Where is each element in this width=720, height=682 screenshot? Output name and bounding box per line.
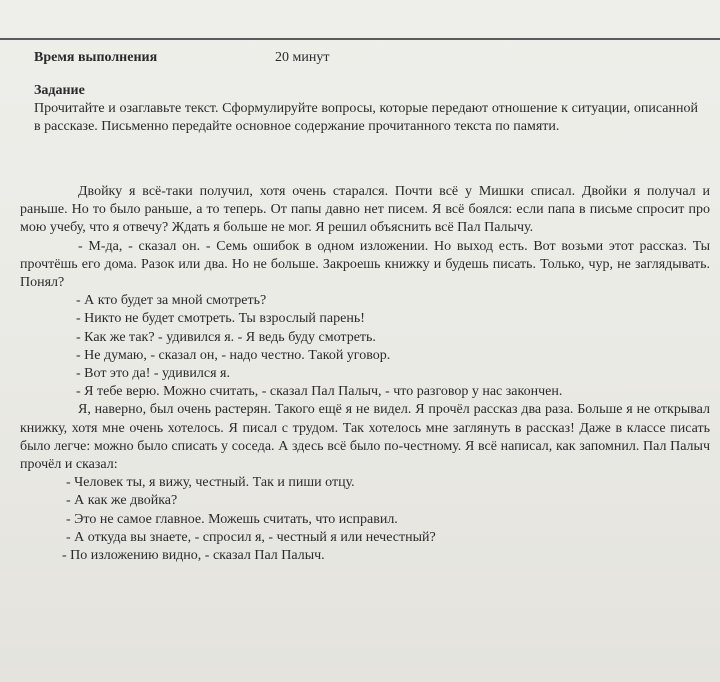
story-paragraph: - М-да, - сказал он. - Семь ошибок в одном изложении. Но выход есть. Вот возьми этот рассказ. Ты прочтёшь его дома. Разок или два. Но не больше. Закроешь книжку и будешь писать. Только, чур, не заглядывать. Понял? (20, 238, 710, 291)
dialogue-line: - Вот это да! - удивился я. (76, 366, 230, 382)
dialogue-line: - Как же так? - удивился я. - Я ведь буду смотреть. (76, 329, 376, 345)
dialogue-line: - По изложению видно, - сказал Пал Палыч. (62, 548, 325, 564)
time-label: Время выполнения (34, 50, 158, 65)
time-value: 20 минут (275, 50, 330, 65)
task-block (34, 82, 698, 136)
story-paragraph: Я, наверно, был очень растерян. Такого ещё я не видел. Я прочёл рассказ два раза. Больше я не открывал книжку, хотя мне очень хотелось. Я писал с трудом. Так хотелось мне заглянуть в рассказ! Даже в классе писать было легче: можно было списать у соседа. А здесь всё было по-честному. Я всё написал, как запомнил. Пал Палыч прочёл и сказал: (20, 402, 710, 473)
task-title: Задание (34, 83, 85, 98)
dialogue-line: - Не думаю, - сказал он, - надо честно. Такой уговор. (76, 347, 391, 363)
task-text: Прочитайте и озаглавьте текст. Сформулируйте вопросы, которые передают отношение к ситуации, описанной в рассказе. Письменно передайте основное содержание прочитанного текста по памяти. (34, 101, 698, 134)
dialogue-line: - Человек ты, я вижу, честный. Так и пиши отцу. (66, 475, 355, 491)
dialogue-line: - Я тебе верю. Можно считать, - сказал Пал Палыч, - что разговор у нас закончен. (76, 384, 563, 400)
story-paragraph: Двойку я всё-таки получил, хотя очень старался. Почти всё у Мишки списал. Двойки я получал и раньше. Но то было раньше, а то теперь. От папы давно нет писем. Я всё боялся: если папа в письме спросит про мою учебу, что я отвечу? Ждать я больше не мог. Я решил объяснить всё Пал Палычу. (20, 184, 710, 236)
dialogue-line: - Никто не будет смотреть. Ты взрослый парень! (76, 311, 365, 327)
dialogue-line: - А кто будет за мной смотреть? (76, 293, 267, 309)
dialogue-line: - А как же двойка? (66, 493, 178, 509)
story-text (20, 183, 710, 565)
dialogue-line: - Это не самое главное. Можешь считать, что исправил. (66, 511, 398, 527)
top-rule (0, 38, 720, 40)
time-header (34, 50, 694, 66)
dialogue-line: - А откуда вы знаете, - спросил я, - честный я или нечестный? (66, 529, 436, 545)
